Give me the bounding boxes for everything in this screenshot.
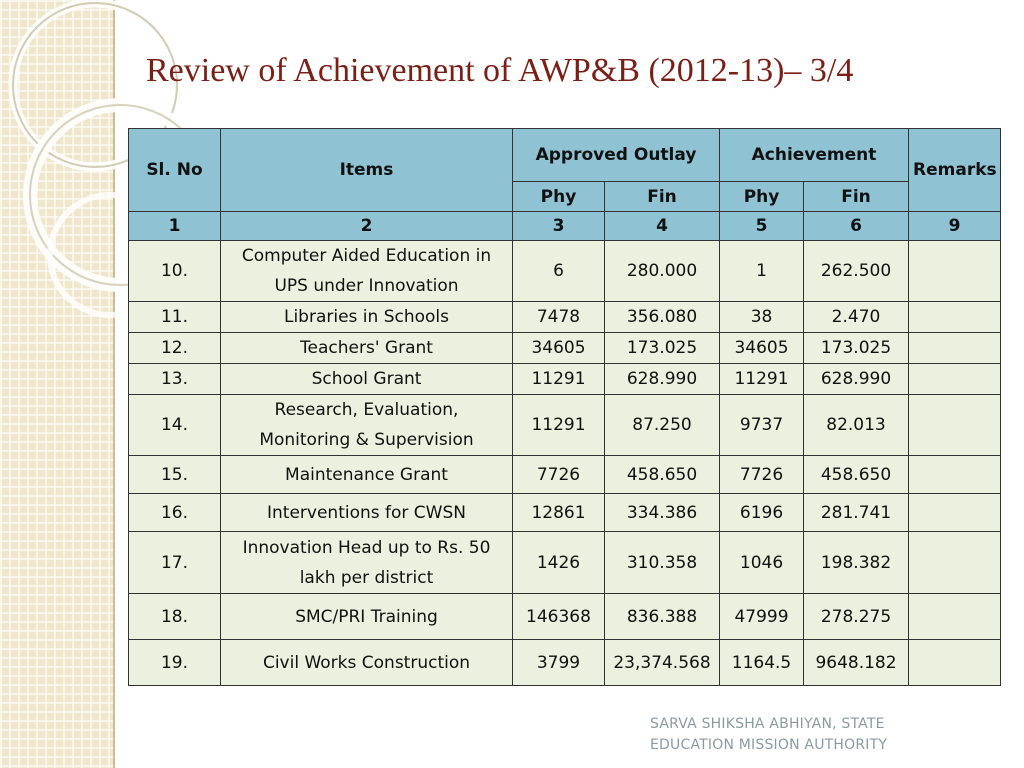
cell-sl-no: 15. [129, 456, 221, 494]
cell-approved-phy: 6 [513, 241, 605, 302]
column-number-row [129, 212, 1001, 241]
cell-approved-phy: 34605 [513, 333, 605, 364]
cell-item [221, 302, 513, 333]
table-row [129, 594, 1001, 640]
cell-approved-phy: 1426 [513, 532, 605, 594]
cell-approved-fin: 280.000 [605, 241, 720, 302]
cell-approved-fin: 628.990 [605, 364, 720, 395]
header-items: Items [221, 129, 513, 212]
cell-item [221, 456, 513, 494]
column-number: 4 [605, 212, 720, 241]
table-row [129, 395, 1001, 456]
cell-achievement-fin: 2.470 [804, 302, 909, 333]
footer-line-2: EDUCATION MISSION AUTHORITY [650, 737, 888, 753]
achievement-table [128, 128, 1001, 686]
cell-item [221, 364, 513, 395]
cell-achievement-phy: 1 [720, 241, 804, 302]
cell-achievement-fin: 262.500 [804, 241, 909, 302]
column-number: 9 [909, 212, 1001, 241]
cell-item-line: School Grant [311, 369, 422, 389]
cell-remarks [909, 456, 1001, 494]
cell-approved-phy: 11291 [513, 364, 605, 395]
cell-item-line: Civil Works Construction [262, 652, 471, 673]
cell-approved-fin: 87.250 [605, 395, 720, 456]
cell-sl-no: 13. [129, 364, 221, 395]
cell-sl-no: 18. [129, 594, 221, 640]
column-number: 3 [513, 212, 605, 241]
header-achievement-fin: Fin [804, 182, 909, 212]
cell-remarks [909, 241, 1001, 302]
cell-approved-fin: 173.025 [605, 333, 720, 364]
cell-item-line: Research, Evaluation, [274, 400, 459, 420]
cell-approved-fin: 356.080 [605, 302, 720, 333]
cell-achievement-phy: 9737 [720, 395, 804, 456]
cell-achievement-fin: 82.013 [804, 395, 909, 456]
cell-achievement-fin: 173.025 [804, 333, 909, 364]
table-row [129, 241, 1001, 302]
cell-approved-phy: 3799 [513, 640, 605, 686]
cell-item [221, 594, 513, 640]
cell-achievement-fin: 628.990 [804, 364, 909, 395]
cell-approved-fin: 458.650 [605, 456, 720, 494]
table-row [129, 302, 1001, 333]
footer-line-1: SARVA SHIKSHA ABHIYAN, STATE [650, 716, 885, 732]
cell-item [221, 640, 513, 686]
table-row [129, 532, 1001, 594]
cell-approved-fin: 310.358 [605, 532, 720, 594]
cell-remarks [909, 364, 1001, 395]
cell-achievement-phy: 1046 [720, 532, 804, 594]
cell-achievement-phy: 34605 [720, 333, 804, 364]
table-row [129, 333, 1001, 364]
cell-remarks [909, 395, 1001, 456]
column-number: 2 [221, 212, 513, 241]
cell-approved-phy: 7478 [513, 302, 605, 333]
column-number: 6 [804, 212, 909, 241]
cell-achievement-fin: 458.650 [804, 456, 909, 494]
cell-remarks [909, 302, 1001, 333]
cell-achievement-phy: 47999 [720, 594, 804, 640]
header-sl-no: Sl. No [129, 129, 221, 212]
column-number: 5 [720, 212, 804, 241]
table-row [129, 364, 1001, 395]
cell-sl-no: 16. [129, 494, 221, 532]
cell-remarks [909, 594, 1001, 640]
cell-achievement-fin: 281.741 [804, 494, 909, 532]
column-number: 1 [129, 212, 221, 241]
header-approved-phy: Phy [513, 182, 605, 212]
cell-achievement-phy: 11291 [720, 364, 804, 395]
header-achievement: Achievement [720, 129, 909, 182]
slide-title: Review of Achievement of AWP&B (2012-13)– 3/4 [146, 52, 854, 89]
organization-footer [650, 714, 887, 756]
cell-item-line: Maintenance Grant [285, 464, 448, 485]
cell-sl-no: 19. [129, 640, 221, 686]
cell-sl-no: 14. [129, 395, 221, 456]
header-remarks: Remarks [909, 129, 1001, 212]
cell-item-line: Innovation Head up to Rs. 50 [242, 537, 491, 558]
header-approved-outlay: Approved Outlay [513, 129, 720, 182]
cell-approved-phy: 7726 [513, 456, 605, 494]
cell-remarks [909, 494, 1001, 532]
cell-approved-phy: 11291 [513, 395, 605, 456]
cell-achievement-phy: 7726 [720, 456, 804, 494]
cell-approved-fin: 23,374.568 [605, 640, 720, 686]
cell-approved-phy: 146368 [513, 594, 605, 640]
cell-item [221, 494, 513, 532]
table-row [129, 456, 1001, 494]
cell-remarks [909, 640, 1001, 686]
cell-approved-fin: 836.388 [605, 594, 720, 640]
header-achievement-phy: Phy [720, 182, 804, 212]
cell-remarks [909, 333, 1001, 364]
cell-item-line: lakh per district [299, 567, 434, 588]
cell-item [221, 241, 513, 302]
table-row [129, 640, 1001, 686]
table-header [129, 129, 1001, 212]
cell-item-line: Computer Aided Education in [241, 246, 492, 266]
cell-achievement-phy: 1164.5 [720, 640, 804, 686]
cell-sl-no: 11. [129, 302, 221, 333]
cell-item-line: SMC/PRI Training [295, 606, 438, 627]
cell-approved-fin: 334.386 [605, 494, 720, 532]
cell-achievement-phy: 6196 [720, 494, 804, 532]
cell-item-line: Libraries in Schools [283, 307, 450, 327]
cell-item [221, 333, 513, 364]
cell-item [221, 532, 513, 594]
cell-achievement-fin: 9648.182 [804, 640, 909, 686]
cell-sl-no: 12. [129, 333, 221, 364]
cell-achievement-phy: 38 [720, 302, 804, 333]
cell-item-line: Teachers' Grant [300, 338, 433, 358]
cell-approved-phy: 12861 [513, 494, 605, 532]
cell-achievement-fin: 278.275 [804, 594, 909, 640]
cell-item [221, 395, 513, 456]
cell-achievement-fin: 198.382 [804, 532, 909, 594]
header-approved-fin: Fin [605, 182, 720, 212]
cell-item-line: Monitoring & Supervision [259, 430, 474, 450]
cell-remarks [909, 532, 1001, 594]
cell-sl-no: 17. [129, 532, 221, 594]
table-body [129, 212, 1001, 686]
table-row [129, 494, 1001, 532]
cell-item-line: UPS under Innovation [274, 276, 459, 296]
cell-sl-no: 10. [129, 241, 221, 302]
cell-item-line: Interventions for CWSN [267, 502, 466, 523]
